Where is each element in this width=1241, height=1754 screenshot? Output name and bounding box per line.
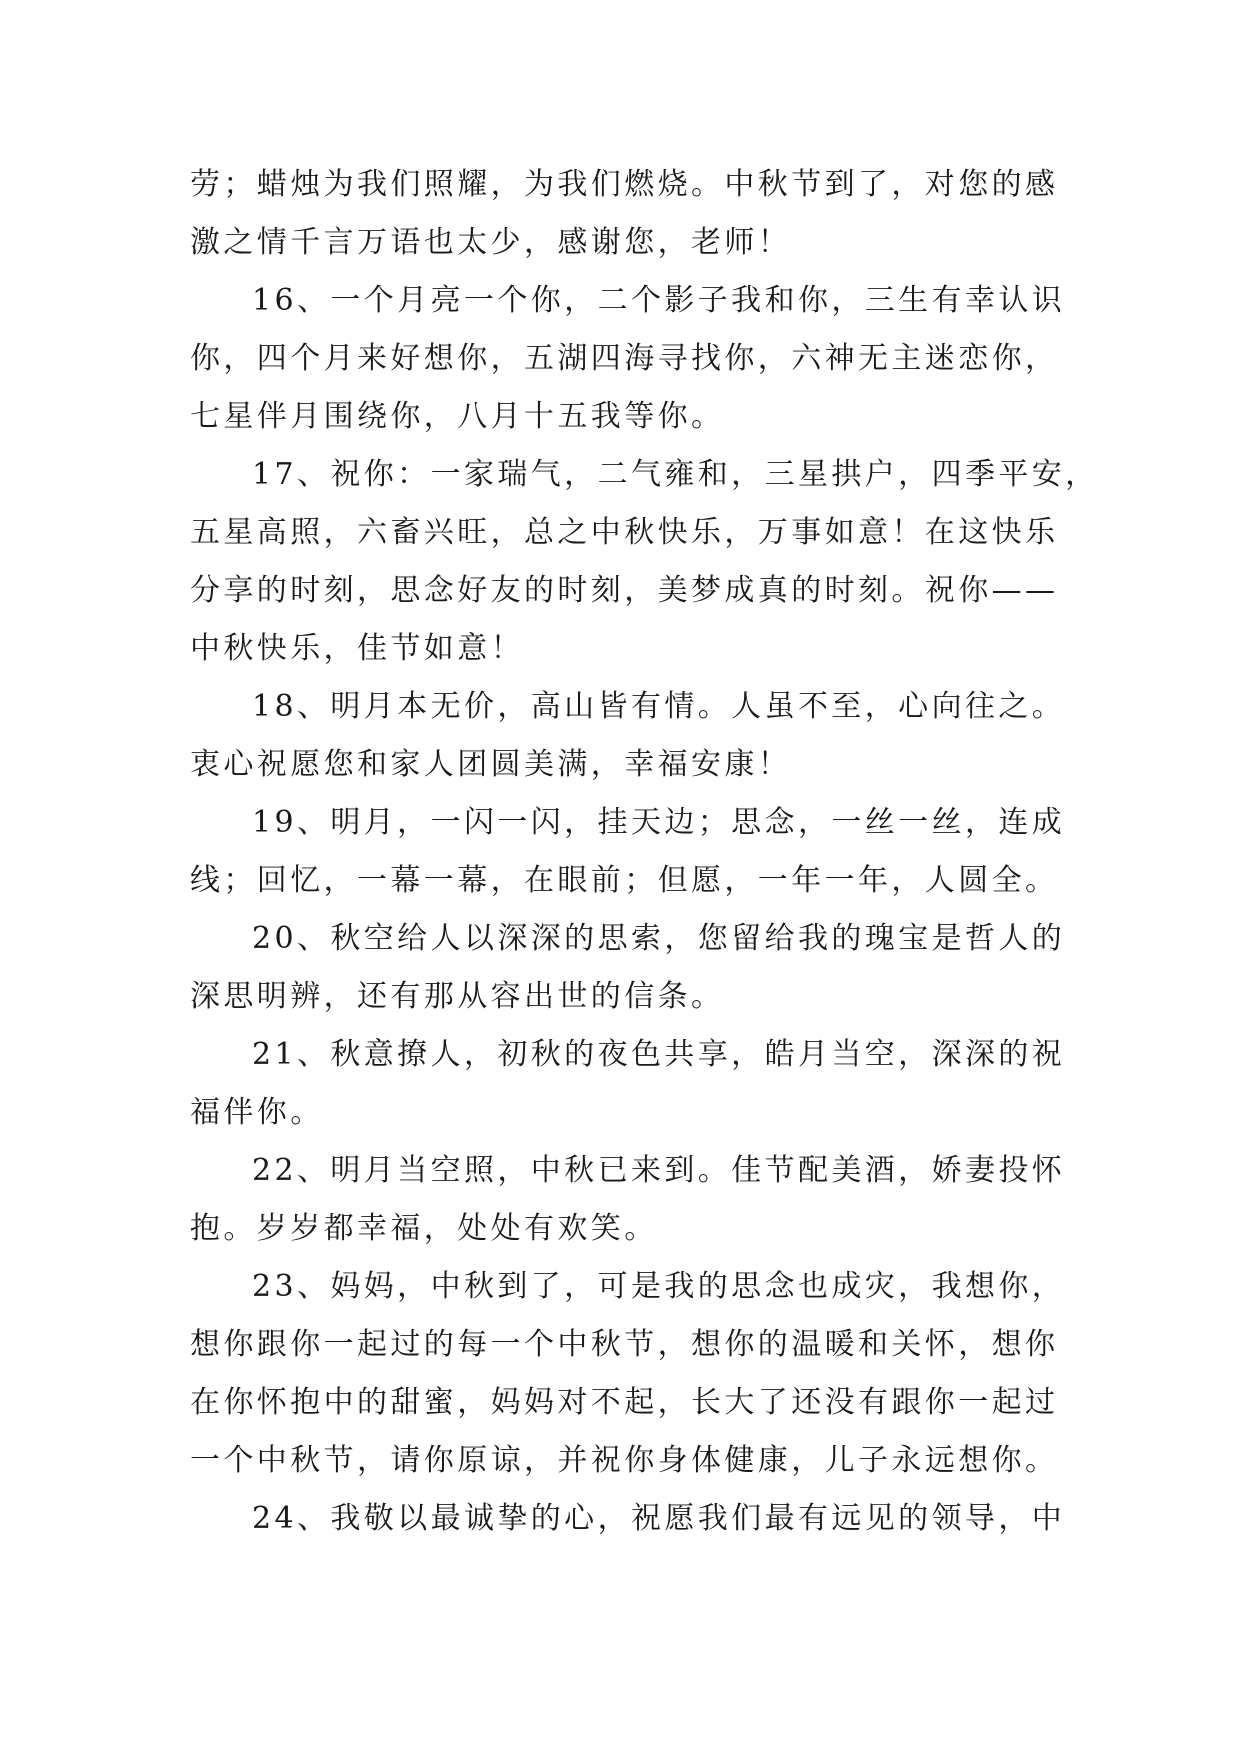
text-line: 抱。岁岁都幸福，处处有欢笑。 [190,1211,658,1246]
text-line: 福伴你。 [190,1095,324,1130]
text-line: 一个中秋节，请你原谅，并祝你身体健康，儿子永远想你。 [190,1443,1059,1478]
paragraph-start-21: 21、秋意撩人，初秋的夜色共享，皓月当空，深深的祝 [252,1037,1066,1072]
paragraph-start-16: 16、一个月亮一个你，二个影子我和你，三生有幸认识 [252,283,1066,318]
paragraph-start-23: 23、妈妈，中秋到了，可是我的思念也成灾，我想你， [252,1269,1066,1304]
paragraph-start-22: 22、明月当空照，中秋已来到。佳节配美酒，娇妻投怀 [252,1153,1066,1188]
text-line: 七星伴月围绕你，八月十五我等你。 [190,399,725,434]
text-line: 线；回忆，一幕一幕，在眼前；但愿，一年一年，人圆全。 [190,863,1059,898]
paragraph-start-19: 19、明月，一闪一闪，挂天边；思念，一丝一丝，连成 [252,805,1066,840]
text-line: 在你怀抱中的甜蜜，妈妈对不起，长大了还没有跟你一起过 [190,1385,1059,1420]
text-line: 你，四个月来好想你，五湖四海寻找你，六神无主迷恋你， [190,341,1059,376]
text-line: 中秋快乐，佳节如意！ [190,631,524,666]
text-line: 分享的时刻，思念好友的时刻，美梦成真的时刻。祝你—— [190,573,1059,608]
paragraph-start-20: 20、秋空给人以深深的思索，您留给我的瑰宝是哲人的 [252,921,1066,956]
text-line: 劳；蜡烛为我们照耀，为我们燃烧。中秋节到了，对您的感 [190,167,1059,202]
text-line: 深思明辨，还有那从容出世的信条。 [190,979,725,1014]
paragraph-start-18: 18、明月本无价，高山皆有情。人虽不至，心向往之。 [252,689,1066,724]
paragraph-start-24: 24、我敬以最诚挚的心，祝愿我们最有远见的领导，中 [252,1501,1066,1536]
text-line: 五星高照，六畜兴旺，总之中秋快乐，万事如意！在这快乐 [190,515,1059,550]
text-line: 衷心祝愿您和家人团圆美满，幸福安康！ [190,747,792,782]
text-line: 想你跟你一起过的每一个中秋节，想你的温暖和关怀，想你 [190,1327,1059,1362]
text-line: 激之情千言万语也太少，感谢您，老师！ [190,225,792,260]
paragraph-start-17: 17、祝你：一家瑞气，二气雍和，三星拱户，四季平安， [252,457,1099,492]
